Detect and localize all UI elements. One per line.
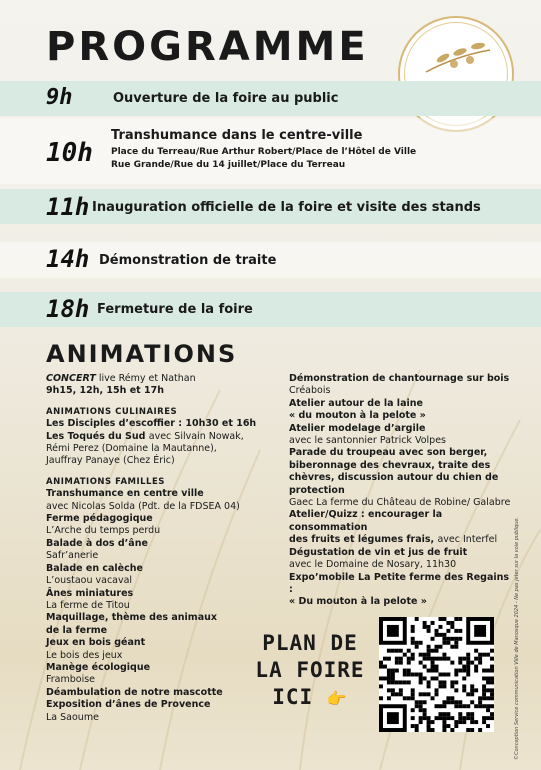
schedule-label: Fermeture de la foire [97,302,253,317]
concert-label: CONCERT [46,373,96,384]
concert-line [46,373,281,385]
plan-callout [250,630,370,712]
familles-item: Balade à dos d’âne [46,537,148,549]
familles-item: Ânes miniatures [46,587,134,599]
familles-list [46,488,281,724]
familles-item: Jeux en bois géant [46,637,146,649]
familles-item: Exposition d’ânes de Provence [46,699,211,711]
right-item: Démonstration de chantournage sur bois [289,373,510,384]
schedule-detail: Place du Terreau/Rue Arthur Robert/Place de l’Hôtel de Ville [111,147,417,157]
culinaires-item-inline: avec Silvain Nowak, [148,430,244,442]
familles-item: Le bois des jeux [46,649,123,661]
plan-line-ici: ICI [272,685,314,709]
familles-item: Ferme pédagogique [46,513,153,525]
schedule-hour: 11h [46,193,90,221]
concert-times: 9h15, 12h, 15h et 17h [46,385,164,397]
animations-title: ANIMATIONS [46,340,238,368]
familles-item: Transhumance en centre ville [46,488,204,500]
concert-text: live Rémy et Nathan [95,373,196,384]
right-item: Atelier/Quizz : encourager la consommation [289,509,443,533]
familles-item: La Saoume [46,711,99,723]
familles-item: Manège écologique [46,661,151,673]
right-item-wrap [289,534,514,546]
right-item: des fruits et légumes frais, [289,534,438,546]
familles-item: de la ferme [46,624,108,636]
right-item: Gaec La ferme du Château de Robine/ Galabre [289,497,511,509]
schedule-hour: 10h [46,138,93,168]
credit-text: ©Conception Service communication Ville de Manosque 2024 - Ne pas jeter sur la voie publique. [514,516,520,760]
schedule-detail: Rue Grande/Rue du 14 juillet/Place du Terreau [111,160,346,170]
plan-line: PLAN DE [262,631,358,655]
familles-item: avec Nicolas Solda (Pdt. de la FDSEA 04) [46,500,240,512]
schedule-hour: 18h [46,295,90,323]
plan-line [250,684,370,712]
right-item: Atelier autour de la laine [289,397,423,409]
familles-item: Framboise [46,674,96,686]
schedule-hour: 14h [46,245,90,273]
schedule-label: Ouverture de la foire au public [113,91,339,106]
familles-heading: ANIMATIONS FAMILLES [46,476,165,487]
right-item: Dégustation de vin et jus de fruit [289,546,468,558]
right-item: Atelier modelage d’argile [289,422,426,434]
schedule-row-9h [0,81,541,116]
right-item: Créabois [289,385,331,397]
familles-item: L’Arche du temps perdu [46,525,161,537]
culinaires-item: Les Disciples d’escoffier : 10h30 et 16h [46,418,257,430]
animations-left-column [46,373,281,724]
schedule-hour: 9h [46,85,73,110]
culinaires-list [46,418,281,468]
familles-item: La ferme de Titou [46,599,130,611]
right-item-inline: avec Interfel [437,534,498,546]
right-item: avec le santonnier Patrick Volpes [289,435,446,447]
right-item: « du mouton à la pelote » [289,410,426,422]
plan-line: LA FOIRE [255,658,365,682]
schedule-row-14h [0,242,541,278]
culinaires-heading: ANIMATIONS CULINAIRES [46,406,178,417]
culinaires-item-wrap [46,431,281,443]
culinaires-item: Les Toqués du Sud [46,430,149,442]
familles-item: Maquillage, thème des animaux [46,612,217,624]
schedule-label: Démonstration de traite [99,253,277,268]
schedule-row-10h [0,118,541,184]
qr-code[interactable] [379,617,494,732]
right-item: Parade du troupeau avec son berger, [289,447,488,459]
page-title: PROGRAMME [46,24,369,70]
schedule-row-18h [0,292,541,327]
schedule-label: Inauguration officielle de la foire et visite des stands [92,200,481,215]
right-item: « Du mouton à la pelote » [289,596,427,608]
right-item: avec le Domaine de Nosary, 11h30 [289,559,457,571]
animations-right-column [289,373,514,609]
right-item: protection [289,484,345,496]
schedule-label: Transhumance dans le centre-ville [111,128,363,143]
right-item: biberonnage des chevraux, traite des [289,459,491,471]
pointing-hand-icon: 👉 [326,689,348,708]
familles-item: L’oustaou vacaval [46,575,133,587]
right-item: Expo’mobile La Petite ferme des Regains : [289,571,510,595]
familles-item: Safr’anerie [46,550,99,562]
familles-item: Déambulation de notre mascotte [46,686,223,698]
culinaires-item: Jauffray Panaye (Chez Éric) [46,455,175,467]
schedule-row-11h [0,189,541,224]
right-item: chèvres, discussion autour du chien de [289,472,499,484]
familles-item: Balade en calèche [46,562,143,574]
culinaires-item: Rémi Perez (Domaine la Mautanne), [46,443,217,455]
